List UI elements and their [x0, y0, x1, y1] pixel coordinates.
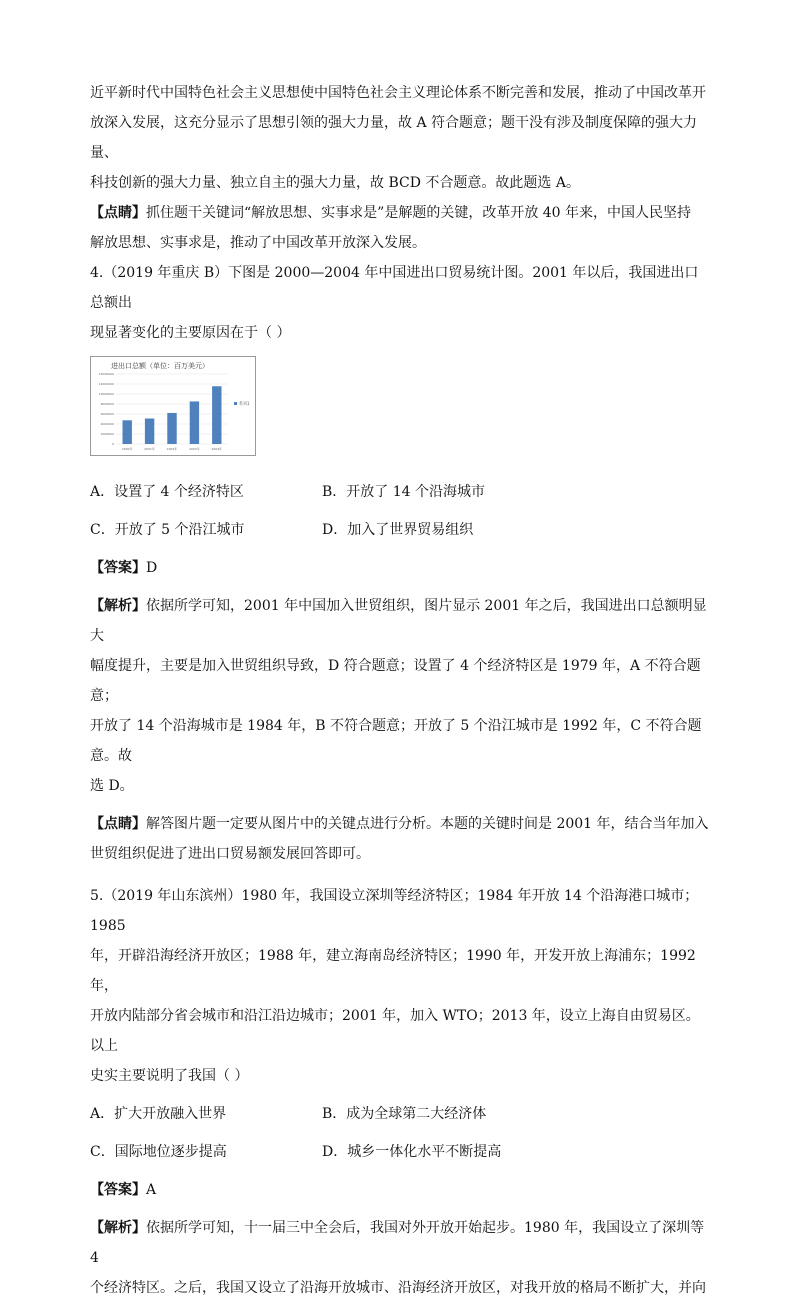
answer-label: 【答案】: [90, 1182, 146, 1198]
question-4-stem-line2: 现显著变化的主要原因在于（ ）: [90, 325, 291, 341]
dianjing-text: 抓住题干关键词“解放思想、实事求是”是解题的关键，改革开放 40 年来，中国人民坚持: [146, 205, 692, 221]
x-tick-label: 2002年: [166, 447, 178, 451]
legend-swatch: [234, 402, 237, 405]
paragraph-line: 幅度提升，主要是加入世贸组织导致，D 符合题意；设置了 4 个经济特区是 1979 年，A 不符合题意；: [90, 658, 701, 704]
paragraph-line: 世贸组织促进了进出口贸易额发展回答即可。: [90, 846, 370, 862]
option-a[interactable]: A．扩大开放融入世界: [90, 1106, 227, 1122]
option-d[interactable]: D．城乡一体化水平不断提高: [322, 1144, 502, 1160]
chart-bar: [145, 419, 154, 444]
paragraph-line: 科技创新的强大力量、独立自主的强大力量，故 BCD 不合题意。故此题选 A。: [90, 175, 580, 191]
question-4-stem: 4.（2019 年重庆 B）下图是 2000—2004 年中国进出口贸易统计图。2001 年以后，我国进出口总额出: [90, 265, 699, 311]
chart-bar: [212, 386, 221, 444]
question-4-options: [90, 477, 710, 507]
answer-value: D: [146, 560, 158, 576]
dianjing-paragraph: [90, 198, 710, 228]
y-tick-label: 4000000: [100, 422, 114, 426]
option-c[interactable]: C．国际地位逐步提高: [90, 1144, 227, 1160]
paragraph-line: 选 D。: [90, 778, 134, 794]
x-tick-label: 2001年: [144, 447, 155, 451]
analysis-label: 【解析】: [90, 598, 146, 614]
paragraph-line: 放深入发展，这充分显示了思想引领的强大力量，故 A 符合题意；题干没有涉及制度保障的强大力量、: [90, 115, 698, 161]
question-5-stem: 5.（2019 年山东滨州）1980 年，我国设立深圳等经济特区；1984 年开放 14 个沿海港口城市；1985: [90, 888, 699, 934]
paragraph-line: 解放思想、实事求是，推动了中国改革开放深入发展。: [90, 235, 426, 251]
y-tick-label: 14000000: [98, 372, 114, 376]
paragraph-line: 史实主要说明了我国（ ）: [90, 1068, 249, 1084]
answer-value: A: [146, 1182, 157, 1198]
paragraph-line: 开放了 14 个沿海城市是 1984 年，B 不符合题意；开放了 5 个沿江城市是 1992 年，C 不符合题意。故: [90, 718, 702, 764]
dianjing-label: 【点睛】: [90, 816, 146, 832]
dianjing-paragraph: [90, 809, 710, 839]
legend-label: 系列1: [239, 401, 250, 406]
analysis-paragraph: [90, 1213, 710, 1273]
chart-bar: [122, 420, 131, 444]
paragraph-line: 开放内陆部分省会城市和沿江沿边城市；2001 年，加入 WTO；2013 年，设立上海自由贸易区。以上: [90, 1008, 700, 1054]
document-page: [90, 78, 710, 1303]
paragraph-line: 个经济特区。之后，我国又设立了沿海开放城市、沿海经济开放区，对我开放的格局不断扩大，并向: [90, 1280, 706, 1296]
y-tick-label: 8000000: [100, 402, 114, 406]
answer-line: [90, 553, 710, 583]
chart-bar: [190, 401, 199, 444]
analysis-label: 【解析】: [90, 1220, 146, 1236]
trade-chart-svg: [90, 356, 256, 456]
chart-bar: [167, 413, 176, 444]
y-tick-label: 0: [112, 442, 114, 446]
analysis-paragraph: [90, 591, 710, 651]
question-5-options: [90, 1099, 710, 1129]
paragraph-line: 年，开辟沿海经济开放区；1988 年，建立海南岛经济特区；1990 年，开发开放上海浦东；1992 年，: [90, 948, 696, 994]
x-tick-label: 2003年: [189, 447, 200, 451]
y-tick-label: 12000000: [98, 382, 114, 386]
y-tick-label: 6000000: [100, 412, 114, 416]
option-c[interactable]: C．开放了 5 个沿江城市: [90, 522, 245, 538]
option-b[interactable]: B．开放了 14 个沿海城市: [322, 484, 486, 500]
dianjing-label: 【点睛】: [90, 205, 146, 221]
option-b[interactable]: B．成为全球第二大经济体: [322, 1106, 487, 1122]
y-tick-label: 2000000: [100, 432, 114, 436]
option-a[interactable]: A．设置了 4 个经济特区: [90, 484, 244, 500]
trade-chart: [90, 356, 710, 467]
y-tick-label: 10000000: [98, 392, 114, 396]
answer-label: 【答案】: [90, 560, 146, 576]
analysis-text: 依据所学可知，2001 年中国加入世贸组织，图片显示 2001 年之后，我国进出口总额明显大: [90, 598, 707, 644]
paragraph-line: 近平新时代中国特色社会主义思想使中国特色社会主义理论体系不断完善和发展，推动了中国改革开: [90, 85, 706, 101]
x-tick-label: 2004年: [211, 447, 223, 451]
chart-title: 进出口总额（单位：百万美元）: [111, 362, 209, 370]
question-4-options-row2: [90, 515, 710, 545]
option-d[interactable]: D．加入了世界贸易组织: [322, 522, 474, 538]
question-5-options-row2: [90, 1137, 710, 1167]
x-tick-label: 2000年: [121, 447, 133, 451]
answer-line: [90, 1175, 710, 1205]
dianjing-text: 解答图片题一定要从图片中的关键点进行分析。本题的关键时间是 2001 年，结合当年加入: [146, 816, 709, 832]
analysis-text: 依据所学可知，十一届三中全会后，我国对外开放开始起步。1980 年，我国设立了深圳等 4: [90, 1220, 705, 1266]
